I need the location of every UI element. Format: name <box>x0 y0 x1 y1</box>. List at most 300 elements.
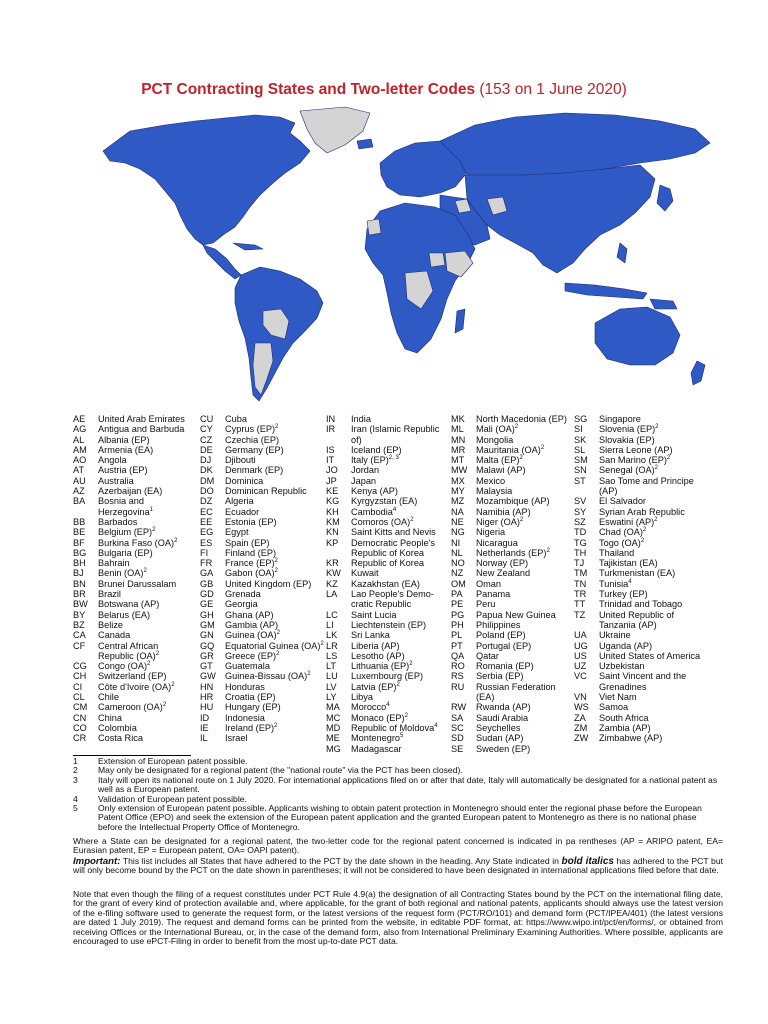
country-name-text: Samoa <box>599 702 629 713</box>
country-name-text: Austria (EP) <box>98 465 148 476</box>
country-name-text: Saint Kitts and Nevis <box>351 527 436 538</box>
country-name <box>599 568 702 578</box>
country-code: ZA <box>574 712 586 723</box>
country-name <box>599 414 702 424</box>
country-name-text: Sao Tome and Principe (AP) <box>599 475 694 497</box>
country-entry <box>326 517 450 527</box>
north-america-shape <box>103 115 310 245</box>
country-code: LT <box>326 661 337 672</box>
country-name-text: Togo (OA) <box>599 537 641 548</box>
country-name-text: Ireland (EP) <box>225 722 275 733</box>
footnote-ref: 2 <box>640 537 645 544</box>
country-name-text: Israel <box>225 733 248 744</box>
country-code: GH <box>200 609 214 620</box>
russia-shape <box>440 113 710 177</box>
country-name-text: Sierra Leone (AP) <box>599 444 673 455</box>
footnote-ref: 2 <box>171 681 175 688</box>
country-name-text: Kazakhstan (EA) <box>351 578 420 589</box>
country-entry <box>574 733 702 743</box>
country-name-text: Poland (EP) <box>476 630 526 641</box>
country-name-text: Rwanda (AP) <box>476 702 531 713</box>
country-entry <box>73 445 193 455</box>
country-entry <box>326 465 450 475</box>
country-name <box>225 465 327 475</box>
country-entry <box>451 507 571 517</box>
country-name <box>98 610 193 620</box>
country-name-text: Belarus (EA) <box>98 609 151 620</box>
country-code: NO <box>451 558 465 569</box>
country-entry <box>200 527 327 537</box>
country-code: WS <box>574 702 589 713</box>
country-name <box>476 661 571 671</box>
country-code: QA <box>451 650 465 661</box>
country-code: AU <box>73 475 86 486</box>
country-name <box>351 445 450 455</box>
country-entry <box>574 527 702 537</box>
country-entry <box>451 445 571 455</box>
regional-note: Where a State can be designated for a regional patent, the two-letter code for the regional patent concerned is indicated in pa rentheses (AP = ARIPO patent, EA= Eurasian patent, EP = European patent, OA= OAPI patent). <box>73 836 723 856</box>
country-name-text: Portugal (EP) <box>476 640 532 651</box>
footnote-number: 2 <box>73 765 78 776</box>
country-name-text: Georgia <box>225 599 258 610</box>
country-entry <box>574 476 702 497</box>
footnote-ref: 2 <box>666 455 671 462</box>
country-name <box>476 538 571 548</box>
country-name <box>98 445 193 455</box>
country-name-text: United States of America <box>599 650 701 661</box>
footnote-ref: 2 <box>275 424 279 431</box>
country-entry <box>200 486 327 496</box>
country-name-text: Colombia <box>98 722 137 733</box>
country-name-text: Morocco <box>351 702 387 713</box>
country-entry <box>200 630 327 640</box>
country-column-5 <box>574 414 702 744</box>
country-name <box>98 733 193 743</box>
country-code: BY <box>73 609 86 620</box>
country-entry <box>326 414 450 424</box>
country-name-text: Croatia (EP) <box>225 692 276 703</box>
country-code: NG <box>451 527 465 538</box>
country-name <box>476 548 571 558</box>
country-name-text: South Africa <box>599 712 649 723</box>
country-name <box>351 538 450 559</box>
australia-shape <box>595 307 680 365</box>
footnote-ref: 2 <box>410 516 414 523</box>
country-name-text: Chile <box>98 692 119 703</box>
country-entry <box>451 517 571 527</box>
country-name-text: Greece (EP) <box>225 650 277 661</box>
country-name <box>476 733 571 743</box>
country-entry <box>200 713 327 723</box>
country-code: GN <box>200 630 214 641</box>
country-code: KM <box>326 516 340 527</box>
country-name-text: Cuba <box>225 414 247 424</box>
country-name <box>351 713 450 723</box>
country-code: PH <box>451 619 464 630</box>
important-text-a: This list includes all States that have adhered to the PCT by the date shown in the heading. Any State indicated in <box>122 856 559 866</box>
country-name-text: Mali (OA) <box>476 424 515 435</box>
country-code: BW <box>73 599 88 610</box>
footnote-text: Only extension of European patent possible. Applicants wishing to obtain patent protection in Montenegro should enter the regional phase before the European Patent Office (EPO) and seek the extension of the European patent application and the granted European patent to Montenegro as there is no national phase before the Intellectual Property Office of Montenegro. <box>98 803 702 832</box>
country-name <box>98 517 193 527</box>
country-code: LA <box>326 589 338 600</box>
country-code: SY <box>574 506 587 517</box>
country-name <box>225 641 327 651</box>
country-code: EG <box>200 527 214 538</box>
country-name <box>98 527 193 537</box>
country-name-text: Uzbekistan <box>599 661 645 672</box>
country-entry <box>574 435 702 445</box>
country-entry <box>200 579 327 589</box>
country-name-text: Tajikistan (EA) <box>599 558 658 569</box>
country-name <box>599 610 702 631</box>
country-name-text: Sri Lanka <box>351 630 390 641</box>
country-name-text: Jordan <box>351 465 380 476</box>
country-entry <box>574 702 702 712</box>
country-code: AT <box>73 465 85 476</box>
country-code: CA <box>73 630 86 641</box>
country-name <box>98 486 193 496</box>
footnote-ref: 4 <box>434 722 438 729</box>
footnote-ref: 2 <box>642 527 647 534</box>
country-entry <box>200 589 327 599</box>
country-name <box>351 414 450 424</box>
country-code: AE <box>73 414 86 424</box>
country-entry <box>326 424 450 445</box>
country-name-text: Ghana (AP) <box>225 609 274 620</box>
country-code: DJ <box>200 455 212 466</box>
country-entry <box>73 671 193 681</box>
country-code: DE <box>200 444 213 455</box>
country-entry <box>451 713 571 723</box>
footnote-ref: 2 <box>546 547 550 554</box>
country-code: SV <box>574 496 587 507</box>
country-code: PL <box>451 630 463 641</box>
country-name-text: North Macedonia (EP) <box>476 414 567 424</box>
country-name <box>98 671 193 681</box>
country-name-text: Cambodia <box>351 506 393 517</box>
country-entry <box>200 558 327 568</box>
country-entry <box>574 558 702 568</box>
country-name-text: Dominican Republic <box>225 486 307 497</box>
country-entry <box>200 538 327 548</box>
country-code: MZ <box>451 496 465 507</box>
country-name <box>476 651 571 661</box>
country-name <box>476 702 571 712</box>
country-code: GD <box>200 589 214 600</box>
footnote-ref: 4 <box>628 578 632 585</box>
country-code: HN <box>200 681 214 692</box>
country-name-text: Libya <box>351 692 373 703</box>
footnote-ref: 2 <box>143 568 147 575</box>
country-name-text: Philippines <box>476 619 521 630</box>
country-name-text: Hungary (EP) <box>225 702 281 713</box>
country-code: KE <box>326 486 339 497</box>
country-name-text: France (EP) <box>225 558 275 569</box>
country-name-text: Chad (OA) <box>599 527 643 538</box>
footnote-ref: 2 <box>152 527 156 534</box>
country-entry <box>326 538 450 559</box>
country-entry <box>451 610 571 620</box>
country-entry <box>73 682 193 692</box>
country-name <box>599 496 702 506</box>
country-name <box>351 744 450 754</box>
country-name-text: Finland (EP) <box>225 547 277 558</box>
country-code: VC <box>574 671 587 682</box>
country-name <box>351 455 450 465</box>
country-entry <box>73 589 193 599</box>
country-name <box>351 496 450 506</box>
country-entry <box>574 496 702 506</box>
country-code: AL <box>73 434 85 445</box>
country-name-text: Benin (OA) <box>98 568 144 579</box>
country-name <box>599 589 702 599</box>
country-name <box>476 723 571 733</box>
country-name-text: Nigeria <box>476 527 506 538</box>
country-code: AZ <box>73 486 85 497</box>
country-code: GR <box>200 650 214 661</box>
country-name-text: Saint Vincent and the Grenadines <box>599 671 687 692</box>
country-code: UG <box>574 640 588 651</box>
country-name <box>599 548 702 558</box>
country-entry <box>73 424 193 434</box>
country-name-text: Turkey (EP) <box>599 589 648 600</box>
country-code: NI <box>451 537 461 548</box>
country-name-text: Antigua and Barbuda <box>98 424 185 435</box>
country-code: GE <box>200 599 214 610</box>
country-code: MK <box>451 414 465 424</box>
country-name <box>476 558 571 568</box>
country-entry <box>73 702 193 712</box>
country-code: GA <box>200 568 214 579</box>
country-code: DK <box>200 465 213 476</box>
country-name-text: Egypt <box>225 527 249 538</box>
country-name-text: Senegal (OA) <box>599 465 655 476</box>
philippines-shape <box>617 243 627 263</box>
country-name-text: Algeria <box>225 496 254 507</box>
country-name <box>351 527 450 537</box>
country-code: SZ <box>574 516 586 527</box>
country-name-text: United Republic of Tanzania (AP) <box>599 609 675 630</box>
country-name <box>476 465 571 475</box>
country-name-text: Mexico <box>476 475 506 486</box>
country-name <box>476 455 571 465</box>
country-code: SM <box>574 455 588 466</box>
country-name-text: Oman <box>476 578 502 589</box>
country-name-text: Romania (EP) <box>476 661 534 672</box>
footnote-text: May only be designated for a regional patent (the "national route" via the PCT has been closed). <box>98 765 463 776</box>
madagascar-shape <box>455 309 465 333</box>
country-name <box>351 476 450 486</box>
country-name-text: Montenegro <box>351 733 401 744</box>
country-name-text: Monaco (EP) <box>351 712 405 723</box>
country-code: VN <box>574 692 587 703</box>
country-entry <box>326 641 450 651</box>
country-name-text: Peru <box>476 599 496 610</box>
iceland-shape <box>357 139 373 149</box>
country-code: JP <box>326 475 337 486</box>
country-code: DO <box>200 486 214 497</box>
country-entry <box>451 579 571 589</box>
country-code: IL <box>200 733 208 744</box>
country-entry <box>574 568 702 578</box>
country-code: CM <box>73 702 88 713</box>
country-code: FI <box>200 547 209 558</box>
country-entry <box>326 671 450 681</box>
country-name-text: Latvia (EP) <box>351 681 397 692</box>
country-code: IR <box>326 424 336 435</box>
country-name <box>98 641 193 662</box>
footnote-ref: 2 <box>396 681 400 688</box>
footnote-ref: 2 <box>320 640 324 647</box>
country-name <box>476 589 571 599</box>
footnote-ref: 2 <box>519 455 523 462</box>
country-name-text: Trinidad and Tobago <box>599 599 683 610</box>
japan-shape <box>657 185 673 211</box>
country-name <box>225 733 327 743</box>
country-name-text: Equatorial Guinea (OA) <box>225 640 321 651</box>
country-code: CL <box>73 692 85 703</box>
country-name <box>351 682 450 692</box>
country-name <box>351 692 450 702</box>
country-entry <box>73 538 193 548</box>
country-code: LC <box>326 609 338 620</box>
country-entry <box>574 455 702 465</box>
country-code: CZ <box>200 434 213 445</box>
country-entry <box>451 414 571 424</box>
country-name <box>98 465 193 475</box>
country-code: SD <box>451 733 464 744</box>
country-code: KH <box>326 506 339 517</box>
country-code: KG <box>326 496 340 507</box>
country-name-text: Mozambique (AP) <box>476 496 550 507</box>
country-name <box>98 538 193 548</box>
country-name-text: Japan <box>351 475 377 486</box>
country-code: LI <box>326 619 334 630</box>
country-code: BB <box>73 516 86 527</box>
country-name-text: Denmark (EP) <box>225 465 284 476</box>
country-entry <box>574 661 702 671</box>
country-code: MC <box>326 712 341 723</box>
country-name-text: Republic of Korea <box>351 558 425 569</box>
country-entry <box>574 538 702 548</box>
country-code: HU <box>200 702 214 713</box>
country-name-text: Madagascar <box>351 743 402 754</box>
country-name <box>98 548 193 558</box>
country-name <box>225 445 327 455</box>
country-code: TJ <box>574 558 585 569</box>
country-name <box>476 486 571 496</box>
country-name <box>351 733 450 743</box>
country-entry <box>451 424 571 434</box>
country-code: MG <box>326 743 341 754</box>
country-name-text: China <box>98 712 123 723</box>
country-code: SA <box>451 712 464 723</box>
country-name <box>476 568 571 578</box>
country-name <box>351 589 450 610</box>
country-name <box>599 455 702 465</box>
country-code: BJ <box>73 568 84 579</box>
footnote-ref: 2 <box>409 661 413 668</box>
country-code: PG <box>451 609 465 620</box>
country-name <box>98 620 193 630</box>
country-name-text: Canada <box>98 630 131 641</box>
country-name-text: Uganda (AP) <box>599 640 653 651</box>
country-entry <box>73 661 193 671</box>
country-name <box>351 641 450 651</box>
country-code: RW <box>451 702 467 713</box>
country-code: ZW <box>574 733 589 744</box>
country-entry <box>574 579 702 589</box>
country-entry <box>73 568 193 578</box>
country-entry <box>451 486 571 496</box>
country-name <box>599 651 702 661</box>
country-entry <box>73 496 193 517</box>
country-code: PA <box>451 589 463 600</box>
new-zealand-shape <box>691 361 705 385</box>
country-name-text: Saint Lucia <box>351 609 397 620</box>
country-name-text: Norway (EP) <box>476 558 529 569</box>
country-name-text: Guatemala <box>225 661 270 672</box>
country-code: GT <box>200 661 213 672</box>
country-entry <box>73 517 193 527</box>
country-entry <box>574 589 702 599</box>
footnotes <box>73 757 723 832</box>
country-entry <box>73 641 193 662</box>
country-name <box>476 496 571 506</box>
country-name-text: Nicaragua <box>476 537 518 548</box>
country-name <box>225 620 327 630</box>
footnote-number: 1 <box>73 756 78 766</box>
title-count: (153 on 1 June 2020) <box>479 81 627 98</box>
country-entry <box>73 455 193 465</box>
country-name <box>225 692 327 702</box>
country-name-text: Tunisia <box>599 578 629 589</box>
country-name <box>98 702 193 712</box>
country-entry <box>200 496 327 506</box>
country-entry <box>73 548 193 558</box>
country-code: NA <box>451 506 464 517</box>
country-entry <box>73 527 193 537</box>
important-label: Important: <box>73 856 121 867</box>
country-code: BR <box>73 589 86 600</box>
country-entry <box>73 733 193 743</box>
south-sudan-shape <box>429 253 445 267</box>
country-code: CF <box>73 640 86 651</box>
country-code: CU <box>200 414 214 424</box>
country-name-text: Switzerland (EP) <box>98 671 167 682</box>
country-name <box>98 455 193 465</box>
country-entry <box>451 641 571 651</box>
country-entry <box>574 610 702 631</box>
country-name-text: Netherlands (EP) <box>476 547 547 558</box>
country-entry <box>326 610 450 620</box>
country-code: IT <box>326 455 335 466</box>
footnote-number: 3 <box>73 774 78 785</box>
country-code: AG <box>73 424 87 435</box>
argentina-shape <box>253 343 273 395</box>
country-name-text: Guinea-Bissau (OA) <box>225 671 308 682</box>
country-entry <box>451 548 571 558</box>
country-name <box>476 599 571 609</box>
footnote-text: Italy will open its national route on 1 July 2020. For international applications filed on or after that date, Italy will automatically be designated for a national patent as well as a European patent. <box>98 774 718 795</box>
country-code: CI <box>73 681 83 692</box>
country-code: MA <box>326 702 340 713</box>
country-entry <box>326 579 450 589</box>
country-entry <box>73 723 193 733</box>
country-name-text: Dominica <box>225 475 264 486</box>
country-name-text: Honduras <box>225 681 265 692</box>
